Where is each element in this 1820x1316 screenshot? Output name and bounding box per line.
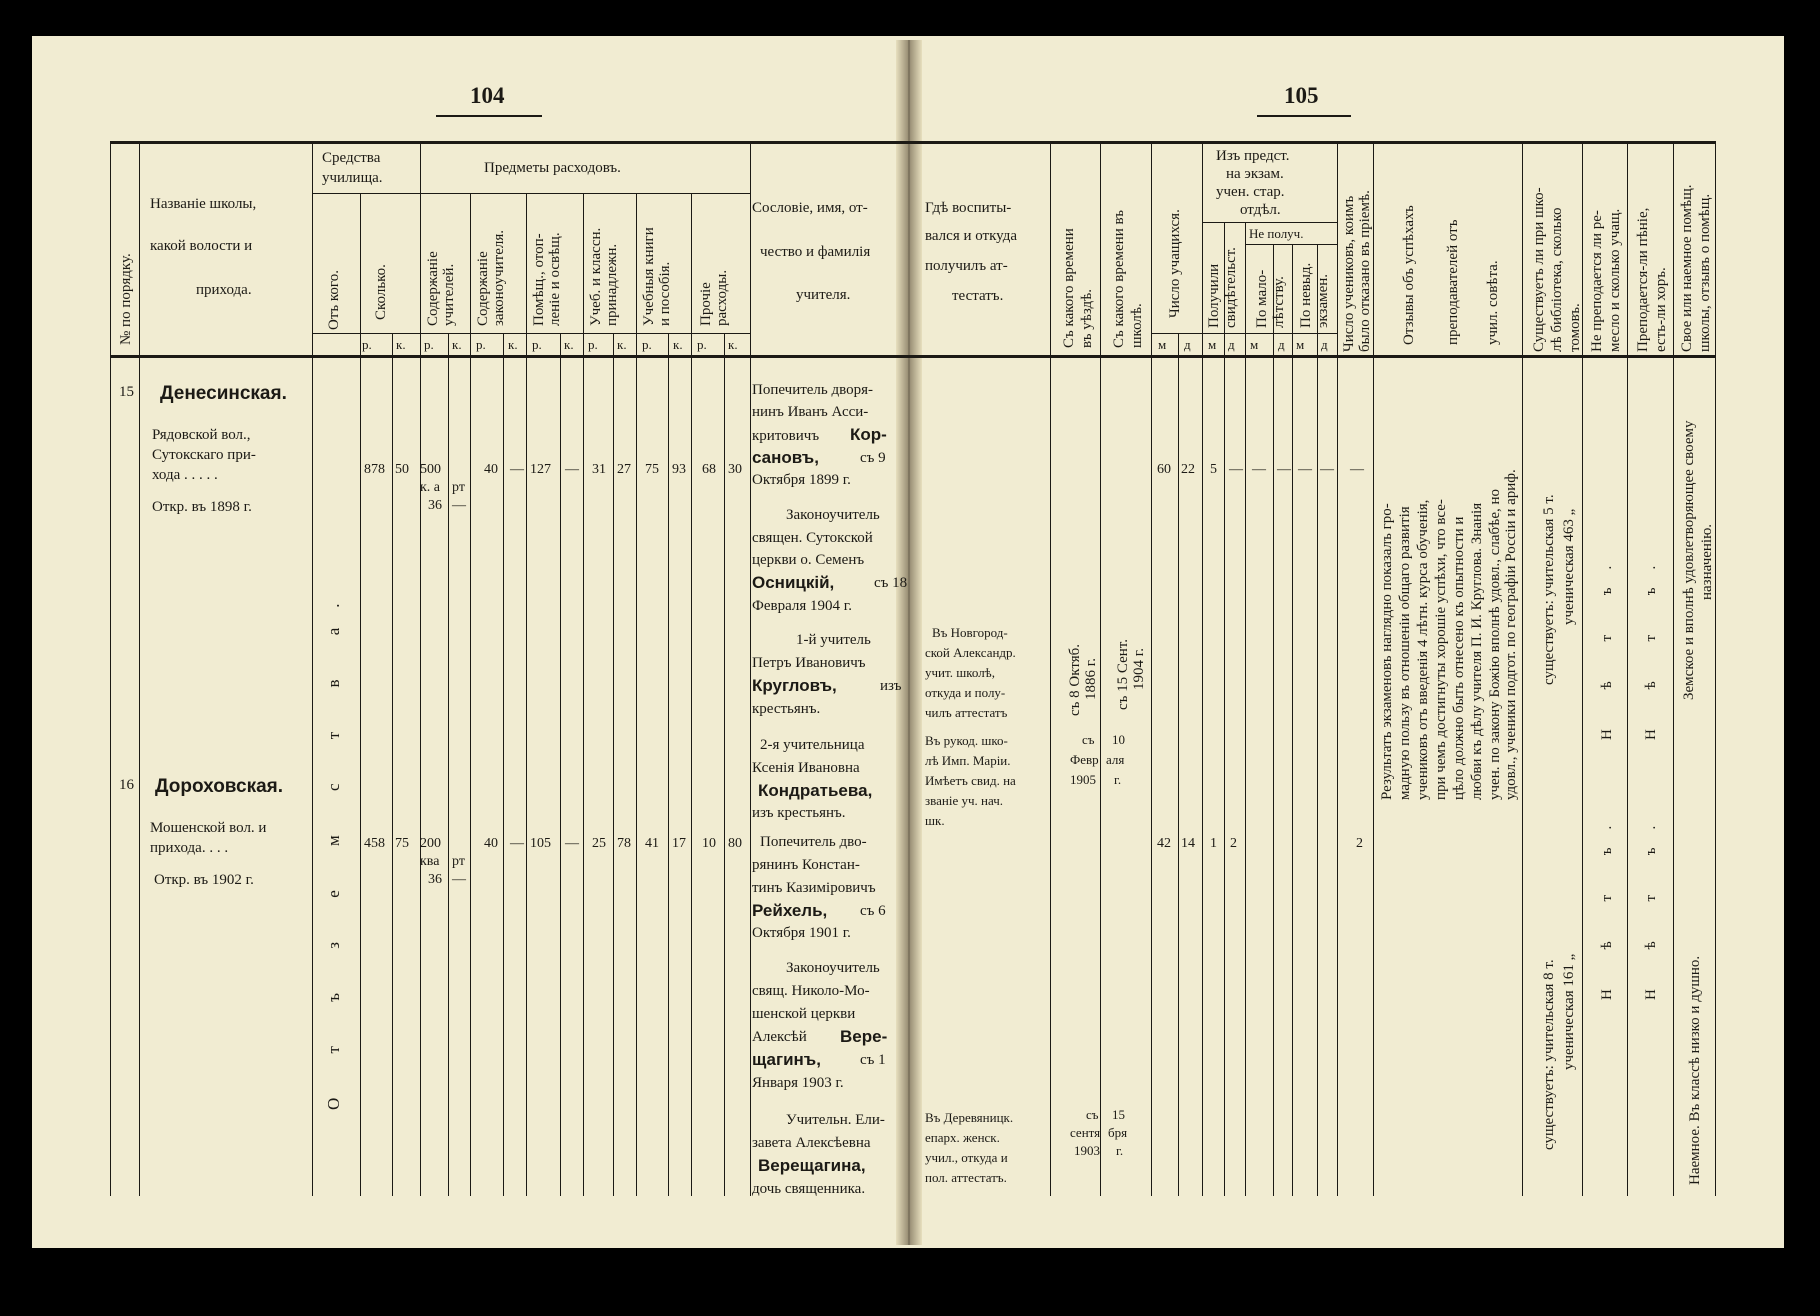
header-teacher-1: Сословіе, имя, от-: [752, 200, 868, 216]
teacher-line: дочь священника.: [752, 1181, 866, 1197]
book-spine: [896, 40, 922, 1245]
header-exp-teachers-1: Содержаніе: [425, 251, 441, 326]
row16-premises-r: 105: [530, 836, 551, 851]
col-line: [139, 141, 140, 1196]
unit-m: м: [1250, 337, 1259, 352]
header-exam-3: учен. стар.: [1216, 184, 1285, 200]
row15-books-r: 75: [645, 462, 659, 477]
row16-no: 16: [119, 777, 134, 793]
row16-class-k: 78: [617, 836, 631, 851]
education-line: званіе уч. нач.: [925, 793, 1003, 808]
col-line: [1715, 141, 1716, 1196]
header-exp-books-2: и пособія.: [657, 261, 673, 326]
row16-parish-1: Мошенской вол. и: [150, 820, 267, 836]
page-number-right: 105: [1284, 83, 1319, 108]
teacher-line: Попечитель дво-: [760, 834, 867, 850]
teacher-line: изъ крестьянъ.: [752, 805, 846, 821]
header-exam-1: Изъ предст.: [1216, 148, 1290, 164]
teacher-line: Алексѣй: [752, 1029, 807, 1045]
teacher-surname: Кругловъ,: [752, 676, 837, 695]
col-line: [1151, 141, 1152, 1196]
singing-row15: Н ѣ т ъ.: [1643, 547, 1659, 740]
header-exam-4: отдѣл.: [1240, 202, 1281, 218]
education-line: пол. аттестатъ.: [925, 1170, 1007, 1185]
teacher-line: съ 6: [860, 903, 886, 919]
header-crafts-1: Не преподается ли ре-: [1589, 210, 1605, 352]
row16-other-r: 10: [702, 836, 716, 851]
unit-d: д: [1321, 337, 1328, 352]
review-line: цѣло должно быть отнесено къ опытности и: [1451, 516, 1467, 800]
header-refused-2: было отказано въ пріемѣ.: [1357, 190, 1373, 352]
funds-header-rule: [312, 193, 420, 194]
page-number-underline-left: [436, 115, 542, 117]
since-row-d: г.: [1116, 1143, 1124, 1158]
header-since-school-1: Съ какого времени въ: [1111, 210, 1127, 348]
row16-class-r: 25: [592, 836, 606, 851]
building-row15-1: Земское и вполнѣ удовлетворяющее своему: [1681, 420, 1697, 700]
row15-teachers-k: рт: [452, 480, 465, 495]
teacher-line: Января 1903 г.: [752, 1075, 844, 1091]
header-bottom-rule: [110, 355, 1715, 358]
unit-r: р.: [697, 337, 707, 352]
col-line: [448, 333, 449, 1196]
header-funds-2: училища.: [322, 170, 383, 186]
unit-r: р.: [424, 337, 434, 352]
teacher-line: Законоучитель: [786, 507, 880, 523]
since-row-b: 10: [1112, 732, 1125, 747]
col-line: [1202, 141, 1203, 1196]
teacher-line: Попечитель дворя-: [752, 382, 874, 398]
since-row-a: Февр: [1070, 752, 1099, 767]
since-row-d: бря: [1108, 1125, 1128, 1140]
col-line: [1100, 141, 1101, 1196]
col-line: [392, 333, 393, 1196]
row15-opened: Откр. въ 1898 г.: [152, 499, 252, 515]
teacher-line: съ 18: [874, 575, 908, 591]
teacher-line: 1-й учитель: [796, 632, 871, 648]
col-line: [668, 333, 669, 1196]
since-row-a: съ: [1082, 732, 1095, 747]
row16-pupils-d: 14: [1181, 836, 1195, 851]
teacher-line: съ 1: [860, 1052, 886, 1068]
row16-books-r: 41: [645, 836, 659, 851]
row16-teachers-k: рт: [452, 854, 465, 869]
header-library-1: Существуетъ ли при шко-: [1531, 187, 1547, 352]
notrec-rule: [1245, 244, 1337, 245]
teacher-line: крестьянъ.: [752, 701, 821, 717]
row15-dash: —: [1320, 462, 1334, 477]
teacher-line: тинъ Казиміровичъ: [752, 880, 876, 896]
row16-cert-m: 1: [1210, 836, 1217, 851]
col-line: [420, 141, 421, 1196]
header-crafts-2: месло и сколько учащ.: [1607, 208, 1623, 352]
library-row16-2: ученическая 161 „: [1561, 953, 1577, 1070]
since-row-c: сентя: [1070, 1125, 1101, 1140]
singing-row16: Н ѣ т ъ.: [1643, 807, 1659, 1000]
teacher-surname: Кор-: [850, 425, 887, 444]
col-line: [1224, 222, 1225, 1196]
education-line: учил., откуда и: [925, 1150, 1008, 1165]
col-line: [691, 193, 692, 1196]
header-exp-premises-2: леніе и освѣщ.: [547, 232, 563, 326]
col-line: [1317, 244, 1318, 1196]
col-line: [110, 141, 111, 1196]
col-line: [1245, 222, 1246, 1196]
header-building-2: школы, отзывъ о помѣщ.: [1697, 193, 1713, 352]
row15-premises-r: 127: [530, 462, 551, 477]
header-too-young-1: По мало-: [1254, 269, 1270, 328]
row16-name: Дороховская.: [155, 776, 284, 797]
header-singing-2: есть-ли хоръ.: [1653, 267, 1669, 352]
row16-pupils-m: 42: [1157, 836, 1171, 851]
row15-other-r: 68: [702, 462, 716, 477]
library-row15-2: ученическая 463 „: [1561, 508, 1577, 625]
row16-teachers-k2: —: [452, 872, 466, 887]
teacher-surname: Осницкій,: [752, 573, 835, 592]
review-line: учениковъ отъ введенія 4 лѣтн. курса обученія,: [1415, 499, 1431, 800]
row15-other-k: 30: [728, 462, 742, 477]
unit-r: р.: [476, 337, 486, 352]
header-not-appeared-2: экзамен.: [1315, 273, 1331, 328]
page-number-underline-right: [1257, 115, 1351, 117]
header-expenses: Предметы расходовъ.: [484, 160, 621, 176]
header-no: № по порядку.: [118, 253, 134, 345]
teacher-line: шенской церкви: [752, 1006, 856, 1022]
header-too-young-2: лѣтству.: [1271, 276, 1287, 328]
row16-premises-k: —: [565, 836, 579, 851]
row15-teachers-r2: к. а: [420, 480, 441, 495]
row16-law-r: 40: [484, 836, 498, 851]
header-received-2: свидѣтельст.: [1223, 247, 1239, 328]
teacher-line: рянинъ Констан-: [752, 857, 860, 873]
teacher-line: Октября 1901 г.: [752, 925, 851, 941]
row15-name: Денесинская.: [160, 383, 287, 404]
header-teacher-2: чество и фамилія: [760, 244, 871, 260]
education-line: чилъ аттестатъ: [925, 705, 1008, 720]
row16-other-k: 80: [728, 836, 742, 851]
col-line: [1292, 244, 1293, 1196]
review-line: Результатъ экзаменовъ наглядно показалъ гро-: [1379, 503, 1395, 800]
header-exp-books-1: Учебныя книги: [641, 227, 657, 326]
unit-d: д: [1228, 337, 1235, 352]
teacher-line: изъ: [880, 678, 902, 694]
education-line: учит. школѣ,: [925, 665, 995, 680]
row16-law-k: —: [510, 836, 524, 851]
header-singing-1: Преподается-ли пѣніе,: [1635, 207, 1651, 352]
col-line: [1337, 141, 1338, 1196]
header-since-school-2: школѣ.: [1129, 303, 1145, 348]
unit-r: р.: [362, 337, 372, 352]
header-school-2: какой волости и: [150, 238, 253, 254]
header-exp-teachers-2: учителей.: [441, 263, 457, 326]
header-building-1: Свое или наемное помѣщ.: [1679, 184, 1695, 352]
education-line: Въ Деревяницк.: [925, 1110, 1014, 1125]
header-not-appeared-1: По невыд.: [1298, 262, 1314, 328]
teacher-line: Октября 1899 г.: [752, 472, 851, 488]
education-line: Имѣетъ свид. на: [925, 773, 1016, 788]
header-received-1: Получили: [1206, 263, 1222, 328]
row16-books-k: 17: [672, 836, 686, 851]
unit-k: к.: [617, 337, 627, 352]
header-pupils: Число учащихся.: [1167, 209, 1183, 318]
col-line: [1673, 141, 1674, 1196]
unit-r: р.: [588, 337, 598, 352]
teacher-line: 2-я учительница: [760, 737, 865, 753]
row15-dash: —: [1350, 462, 1364, 477]
row15-teachers-k2: —: [452, 498, 466, 513]
header-reviews-1: Отзывы объ успѣхахъ: [1401, 205, 1417, 345]
teacher-line: священ. Сутокской: [752, 530, 873, 546]
row15-dash: —: [1252, 462, 1266, 477]
since-school-row15-year: 1904 г.: [1131, 648, 1147, 690]
since-school-row15: съ 15 Сент.: [1115, 639, 1131, 710]
header-teacher-3: учителя.: [796, 287, 851, 303]
building-row16: Наемное. Въ классѣ низко и душно.: [1687, 955, 1703, 1185]
teacher-line: Петръ Ивановичъ: [752, 655, 866, 671]
rk-rule: [312, 333, 750, 334]
since-row-b: г.: [1114, 772, 1122, 787]
since-row-a: 1905: [1070, 772, 1096, 787]
row16-teachers-r3: 36: [428, 872, 442, 887]
header-edu-3: получилъ ат-: [925, 258, 1008, 274]
row16-amount-r: 458: [364, 836, 385, 851]
header-edu-4: тестатъ.: [952, 288, 1004, 304]
review-line: учен. по закону Божію вполнѣ удовл., слабѣе, но: [1487, 488, 1503, 800]
crafts-row16: Н ѣ т ъ.: [1599, 807, 1615, 1000]
teacher-line: критовичъ: [752, 428, 820, 444]
row15-pupils-m: 60: [1157, 462, 1171, 477]
review-line: любви къ дѣлу учителя П. И. Круглова. Знанія: [1469, 502, 1485, 800]
education-line: епарх. женск.: [925, 1130, 1000, 1145]
since-uezd-row15: съ 8 Октяб.: [1067, 644, 1083, 716]
library-row15-1: существуетъ: учительская 5 т.: [1541, 494, 1557, 685]
education-line: шк.: [925, 813, 945, 828]
header-library-2: лѣ библіотека, сколько: [1549, 207, 1565, 352]
col-line: [1627, 141, 1628, 1196]
unit-m: м: [1158, 337, 1167, 352]
row15-amount-k: 50: [395, 462, 409, 477]
unit-k: к.: [673, 337, 683, 352]
row15-teachers-r: 500: [420, 462, 441, 477]
teacher-surname: Кондратьева,: [758, 781, 873, 800]
header-exp-other-2: расходы.: [714, 269, 730, 326]
teacher-line: Февраля 1904 г.: [752, 598, 852, 614]
review-line: мадную пользу въ отношеніи общаго развитія: [1397, 506, 1413, 800]
col-line: [470, 193, 471, 1196]
row15-parish-1: Рядовской вол.,: [152, 427, 251, 443]
row16-opened: Откр. въ 1902 г.: [154, 872, 254, 888]
row15-dash: —: [1298, 462, 1312, 477]
header-school-1: Названіе школы,: [150, 196, 257, 212]
row16-parish-2: прихода. . . .: [150, 840, 229, 856]
crafts-row15: Н ѣ т ъ.: [1599, 547, 1615, 740]
row15-class-k: 27: [617, 462, 631, 477]
review-line: при чемъ достигнуты хорошіе успѣхи, что все-: [1433, 499, 1449, 800]
row15-amount-r: 878: [364, 462, 385, 477]
education-line: ской Александр.: [925, 645, 1016, 660]
unit-k: к.: [564, 337, 574, 352]
row15-parish-3: хода . . . . .: [152, 467, 218, 483]
row15-law-k: —: [510, 462, 524, 477]
row15-class-r: 31: [592, 462, 606, 477]
row15-no: 15: [119, 384, 134, 400]
teacher-line: Ксенія Ивановна: [752, 760, 860, 776]
teacher-surname: Вере-: [840, 1027, 888, 1046]
col-line: [312, 141, 313, 1196]
col-line: [613, 333, 614, 1196]
building-row15-2: назначенію.: [1699, 523, 1715, 600]
unit-r: р.: [642, 337, 652, 352]
col-line: [360, 193, 361, 1196]
header-exp-class-2: принадлежн.: [604, 243, 620, 326]
col-line: [583, 193, 584, 1196]
since-uezd-row15-year: 1886 г.: [1083, 658, 1099, 700]
header-since-uezd-1: Съ какого времени: [1061, 228, 1077, 348]
col-line: [1582, 141, 1583, 1196]
col-line: [560, 333, 561, 1196]
header-since-uezd-2: въ уѣздѣ.: [1079, 288, 1095, 348]
teacher-surname: сановъ,: [752, 448, 819, 467]
row15-teachers-r3: 36: [428, 498, 442, 513]
header-edu-2: вался и откуда: [925, 228, 1018, 244]
education-line: лѣ Имп. Маріи.: [925, 753, 1011, 768]
header-edu-1: Гдѣ воспиты-: [925, 200, 1012, 216]
col-line: [1050, 141, 1051, 1196]
review-line: удовл., ученики подгот. по географіи Россіи и ариф.: [1503, 469, 1519, 800]
teacher-surname: Рейхель,: [752, 901, 828, 920]
teacher-line: нинъ Иванъ Асси-: [752, 404, 869, 420]
row16-refused: 2: [1356, 836, 1363, 851]
header-exam-2: на экзам.: [1226, 166, 1284, 182]
teacher-line: Законоучитель: [786, 960, 880, 976]
header-exp-class-1: Учеб. и классн.: [588, 227, 604, 326]
row15-pupils-d: 22: [1181, 462, 1195, 477]
header-exp-law-1: Содержаніе: [475, 251, 491, 326]
unit-k: к.: [452, 337, 462, 352]
teacher-line: съ 9: [860, 450, 886, 466]
row15-dash: —: [1229, 462, 1243, 477]
col-line: [724, 333, 725, 1196]
row16-cert-d: 2: [1230, 836, 1237, 851]
header-funds-from: Отъ кого.: [326, 270, 342, 330]
row15-law-r: 40: [484, 462, 498, 477]
since-row-b: аля: [1106, 752, 1125, 767]
since-row-c: 1903: [1074, 1143, 1100, 1158]
since-row-d: 15: [1112, 1107, 1125, 1122]
header-not-received: Не получ.: [1249, 226, 1304, 241]
education-line: Въ Новгород-: [932, 625, 1008, 640]
header-refused-1: Число учениковъ, коимъ: [1341, 195, 1357, 352]
unit-r: р.: [532, 337, 542, 352]
header-library-3: томовъ.: [1567, 303, 1583, 352]
header-exp-premises-1: Помѣщ., отоп-: [531, 233, 547, 326]
col-line: [503, 333, 504, 1196]
unit-d: д: [1184, 337, 1191, 352]
header-funds-amount: Сколько.: [373, 264, 389, 320]
teacher-surname: Верещагина,: [758, 1156, 866, 1175]
header-exp-other-1: Прочіе: [698, 282, 714, 326]
header-school-3: прихода.: [196, 282, 252, 298]
col-line: [526, 193, 527, 1196]
unit-k: к.: [508, 337, 518, 352]
page-number-left: 104: [470, 83, 505, 108]
col-line: [636, 193, 637, 1196]
col-line: [1178, 333, 1179, 1196]
teacher-surname: щагинъ,: [752, 1050, 821, 1069]
teacher-line: завета Алексѣевна: [752, 1135, 871, 1151]
row16-amount-k: 75: [395, 836, 409, 851]
unit-k: к.: [728, 337, 738, 352]
exam-rule: [1202, 222, 1337, 223]
library-row16-1: существуетъ: учительская 8 т.: [1541, 959, 1557, 1150]
col-line: [750, 141, 751, 1196]
col-line: [1273, 244, 1274, 1196]
header-reviews-2: преподавателей отъ: [1445, 219, 1461, 345]
row15-dash: —: [1277, 462, 1291, 477]
col-line: [1522, 141, 1523, 1196]
header-exp-law-2: законоучителя.: [491, 230, 507, 326]
teacher-line: Учительн. Ели-: [786, 1112, 885, 1128]
teacher-line: свящ. Николо-Мо-: [752, 983, 870, 999]
education-line: Въ рукод. шко-: [925, 733, 1008, 748]
funds-from-zemstvo: О т ъ з е м с т в а.: [324, 583, 343, 1110]
since-row-c: съ: [1086, 1107, 1099, 1122]
teacher-line: церкви о. Семенъ: [752, 552, 865, 568]
row15-parish-2: Сутокскаго при-: [152, 447, 256, 463]
unit-m: м: [1208, 337, 1217, 352]
row15-premises-k: —: [565, 462, 579, 477]
education-line: откуда и полу-: [925, 685, 1006, 700]
row16-teachers-r: 200: [420, 836, 441, 851]
header-funds-1: Средства: [322, 150, 381, 166]
unit-k: к.: [396, 337, 406, 352]
table-top-rule: [110, 141, 1715, 144]
unit-d: д: [1278, 337, 1285, 352]
row15-cert-m: 5: [1210, 462, 1217, 477]
row16-teachers-r2: ква: [420, 854, 440, 869]
header-reviews-3: учил. совѣта.: [1485, 260, 1501, 345]
unit-m: м: [1296, 337, 1305, 352]
row15-books-k: 93: [672, 462, 686, 477]
